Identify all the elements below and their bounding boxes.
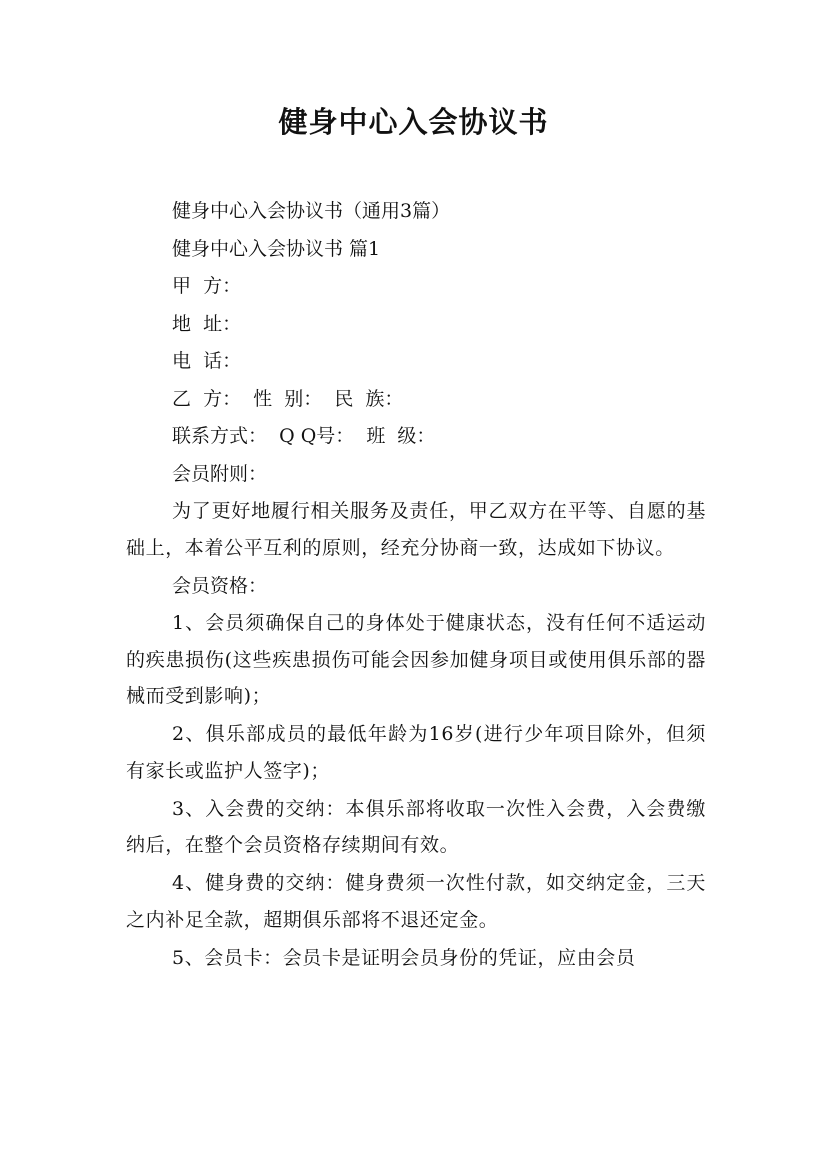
clause-3: 3、入会费的交纳：本俱乐部将收取一次性入会费，入会费缴纳后，在整个会员资格存续期间有效。: [126, 797, 706, 856]
phone-line: 电 话：: [172, 350, 242, 372]
membership-heading: 会员资格：: [172, 574, 268, 597]
member-rules-heading: 会员附则：: [172, 462, 268, 485]
intro-paragraph: 为了更好地履行相关服务及责任，甲乙双方在平等、自愿的基础上，本着公平互利的原则，经充分协商一致，达成如下协议。: [126, 500, 706, 559]
clause-1: 1、会员须确保自己的身体处于健康状态，没有任何不适运动的疾患损伤(这些疾患损伤可能会因参加健身项目或使用俱乐部的器械而受到影响)；: [126, 612, 706, 707]
address-line: 地 址：: [172, 312, 242, 335]
contact-line: 联系方式： Q Q号： 班 级：: [172, 425, 436, 447]
document-body: [126, 193, 706, 978]
clause-4: 4、健身费的交纳：健身费须一次性付款，如交纳定金，三天之内补足全款，超期俱乐部将不退还定金。: [126, 872, 706, 931]
clause-5: 5、会员卡：会员卡是证明会员身份的凭证，应由会员: [172, 946, 636, 969]
party-a-line: 甲 方：: [172, 275, 242, 297]
party-b-line: 乙 方： 性 别： 民 族：: [172, 387, 404, 410]
clause-2: 2、俱乐部成员的最低年龄为16岁(进行少年项目除外，但须有家长或监护人签字)；: [126, 723, 706, 782]
section-title-line: 健身中心入会协议书 篇1: [172, 237, 381, 260]
document-title: 健身中心入会协议书: [278, 105, 549, 139]
subtitle-line: 健身中心入会协议书（通用3篇）: [172, 200, 451, 222]
